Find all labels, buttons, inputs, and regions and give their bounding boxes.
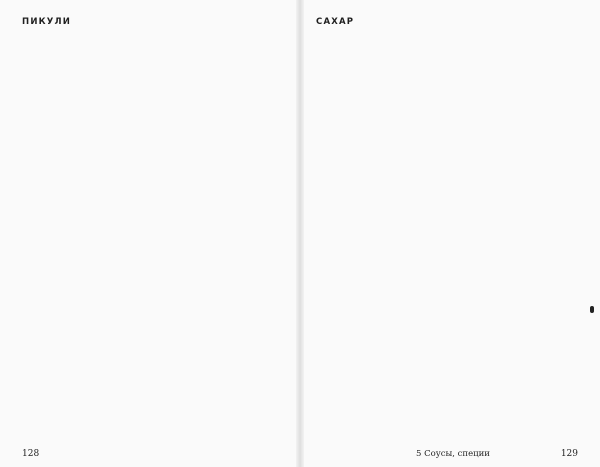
section-heading-sugar: САХАР [316,17,355,27]
page-number-left: 128 [22,449,40,459]
section-heading-pickles: ПИКУЛИ [22,17,72,27]
right-page [300,0,600,467]
ink-blot-mark [590,306,594,313]
page-number-right: 129 [560,449,578,459]
signature-mark: 5 Соусы, специи [416,449,490,459]
